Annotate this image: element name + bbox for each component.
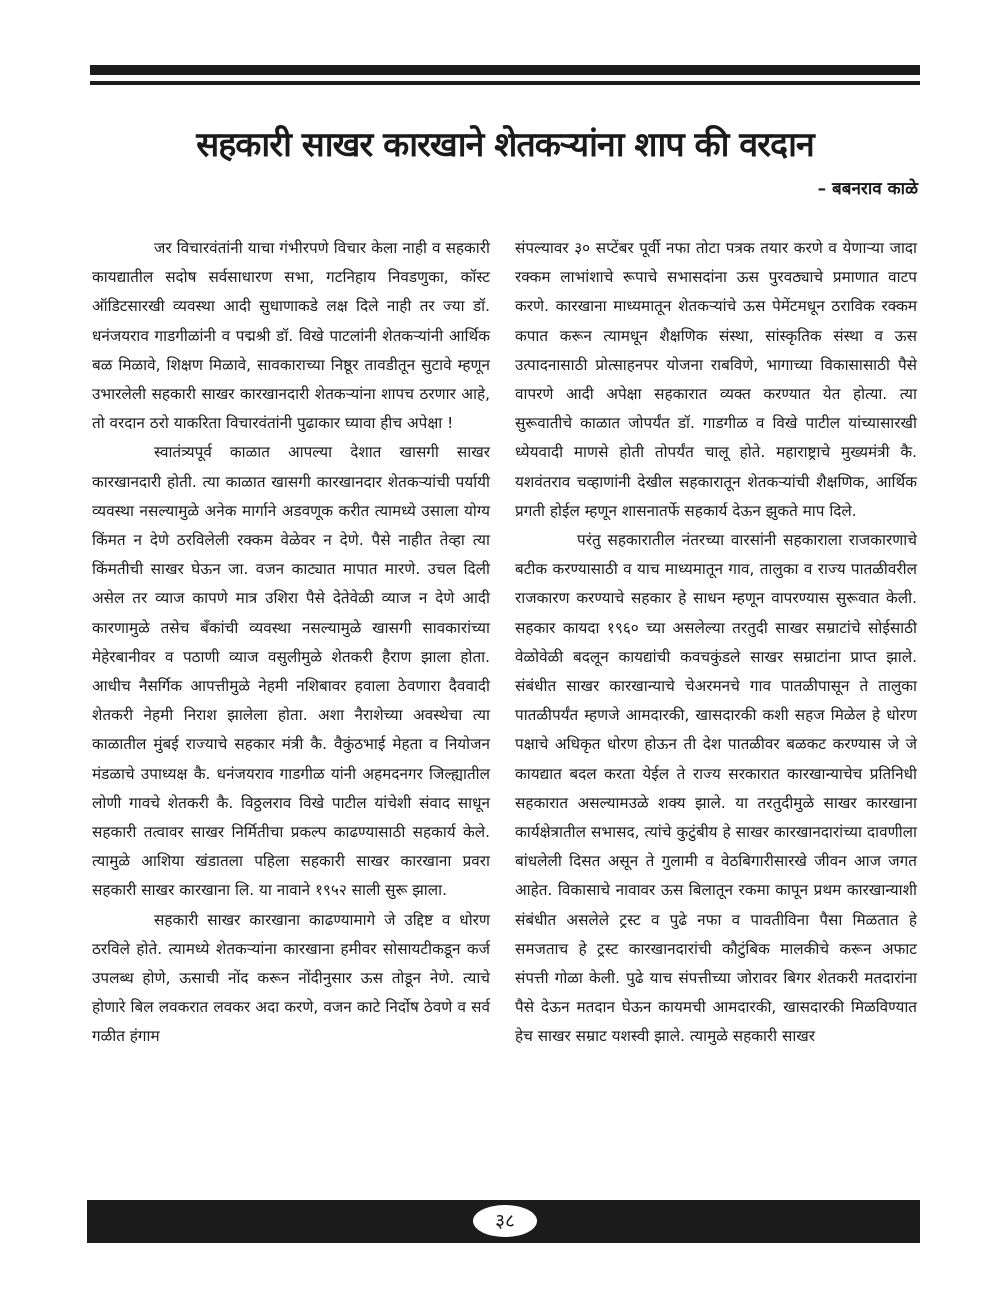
header-rule-thick: [90, 65, 920, 75]
paragraph: सहकारी साखर कारखाना काढण्यामागे जे उद्दिष्ट व धोरण ठरविले होते. त्यामध्ये शेतकऱ्यांना कारखाना हमीवर सोसायटीकडून कर्ज उपलब्ध होणे, ऊसाची नोंद करून नोंदीनुसार ऊस तोडून नेणे. त्याचे होणारे बिल लवकरात लवकर अदा करणे, वजन काटे निर्दोष ठेवणे व सर्व गळीत हंगाम: [92, 910, 490, 1046]
paragraph: परंतु सहकारातील नंतरच्या वारसांनी सहकाराला राजकारणाचे बटीक करण्यासाठी व याच माध्यमातून गाव, तालुका व राज्य पातळीवरील राजकारण करण्याचे सहकार हे साधन म्हणून वापरण्यास सुरूवात केली. सहकार कायदा १९६० च्या असलेल्या तरतुदी साखर सम्राटांचे सोईसाठी वेळोवेळी बदलून कायद्यांची कवचकुंडले साखर सम्राटांना प्राप्त झाले. संबंधीत साखर कारखान्याचे चेअरमनचे गाव पातळीपासून ते तालुका पातळीपर्यंत म्हणजे आमदारकी, खासदारकी कशी सहज मिळेल हे धोरण पक्षाचे अधिकृत धोरण होऊन ती देश पातळीवर बळकट करण्यास जे जे कायद्यात बदल करता येईल ते राज्य सरकारात कारखान्याचेच प्रतिनिधी सहकारात असल्यामउळे शक्य झाले. या तरतुदीमुळे साखर कारखाना कार्यक्षेत्रातील सभासद, त्यांचे कुटुंबीय हे साखर कारखानदारांच्या दावणीला बांधलेली दिसत असून ते गुलामी व वेठबिगारीसारखे जीवन आज जगत आहेत. विकासाचे नावावर ऊस बिलातून रकमा कापून प्रथम कारखान्याशी संबंधीत असलेले ट्रस्ट व पुढे नफा व पावतीविना पैसा मिळतात हे समजताच हे ट्रस्ट कारखानदारांची कौटुंबिक मालकीचे करून अफाट संपत्ती गोळा केली. पुढे याच संपत्तीच्या जोरावर बिगर शेतकरी मतदारांना पैसे देऊन मतदान घेऊन कायमची आमदारकी, खासदारकी मिळविण्यात हेच साखर सम्राट यशस्वी झाले. त्यामुळे सहकारी साखर: [515, 531, 917, 1046]
article-title: सहकारी साखर कारखाने शेतकऱ्यांना शाप की वरदान: [196, 124, 814, 165]
paragraph: स्वातंत्र्यपूर्व काळात आपल्या देशात खासगी साखर कारखानदारी होती. त्या काळात खासगी कारखानदार शेतकऱ्यांची पर्यायी व्यवस्था नसल्यामुळे अनेक मार्गाने अडवणूक करीत त्यामध्ये उसाला योग्य किंमत न देणे ठरविलेली रक्कम वेळेवर न देणे. पैसे नाहीत तेव्हा त्या किंमतीची साखर घेऊन जा. वजन काट्यात मापात मारणे. उचल दिली असेल तर व्याज कापणे मात्र उशिरा पैसे देतेवेळी व्याज न देणे आदी कारणामुळे तसेच बँकांची व्यवस्था नसल्यामुळे खासगी सावकारांच्या मेहेरबानीवर व पठाणी व्याज वसुलीमुळे शेतकरी हैराण झाला होता. आधीच नैसर्गिक आपत्तीमुळे नेहमी नशिबावर हवाला ठेवणारा दैववादी शेतकरी नेहमी निराश झालेला होता. अशा नैराशेच्या अवस्थेचा त्या काळातील मुंबई राज्याचे सहकार मंत्री कै. वैकुंठभाई मेहता व नियोजन मंडळाचे उपाध्यक्ष कै. धनंजयराव गाडगीळ यांनी अहमदनगर जिल्ह्यातील लोणी गावचे शेतकरी कै. विठ्ठलराव विखे पाटील यांचेशी संवाद साधून सहकारी तत्वावर साखर निर्मितीचा प्रकल्प काढण्यासाठी सहकार्य केले. त्यामुळे आशिया खंडातला पहिला सहकारी साखर कारखाना प्रवरा सहकारी साखर कारखाना लि. या नावाने १९५२ साली सुरू झाला.: [92, 443, 490, 900]
paragraph: जर विचारवंतांनी याचा गंभीरपणे विचार केला नाही व सहकारी कायद्यातील सदोष सर्वसाधारण सभा, गटनिहाय निवडणुका, कॉस्ट ऑडिटसारखी व्यवस्था आदी सुधाणाकडे लक्ष दिले नाही तर ज्या डॉ. धनंजयराव गाडगीळांनी व पद्मश्री डॉ. विखे पाटलांनी शेतकऱ्यांनी आर्थिक बळ मिळावे, शिक्षण मिळावे, सावकाराच्या निष्ठूर तावडीतून सुटावे म्हणून उभारलेली सहकारी साखर कारखानदारी शेतकऱ्यांना शापच ठरणार आहे, तो वरदान ठरो याकरिता विचारवंतांनी पुढाकार घ्यावा हीच अपेक्षा !: [92, 239, 490, 433]
header-rule-thin: [90, 81, 920, 85]
article-author: – बबनराव काळे: [817, 179, 918, 199]
left-column: [92, 234, 490, 1052]
page-number: ३८: [473, 1205, 537, 1237]
paragraph: संपल्यावर ३० सप्टेंबर पूर्वी नफा तोटा पत्रक तयार करणे व येणाऱ्या जादा रक्कम लाभांशाचे रूपाचे सभासदांना ऊस पुरवठ्याचे प्रमाणात वाटप करणे. कारखाना माध्यमातून शेतकऱ्यांचे ऊस पेमेंटमधून ठराविक रक्कम कपात करून त्यामधून शैक्षणिक संस्था, सांस्कृतिक संस्था व ऊस उत्पादनासाठी प्रोत्साहनपर योजना राबविणे, भागाच्या विकासासाठी पैसे वापरणे आदी अपेक्षा सहकारात व्यक्त करण्यात येत होत्या. त्या सुरूवातीचे काळात जोपर्यंत डॉ. गाडगीळ व विखे पाटील यांच्यासारखी ध्येयवादी माणसे होती तोपर्यंत चालू होते. महाराष्ट्राचे मुख्यमंत्री कै. यशवंतराव चव्हाणांनी देखील सहकारातून शेतकऱ्यांची शैक्षणिक, आर्थिक प्रगती होईल म्हणून शासनातर्फे सहकार्य देऊन झुकते माप दिले.: [515, 239, 917, 520]
right-column: [515, 234, 917, 1052]
